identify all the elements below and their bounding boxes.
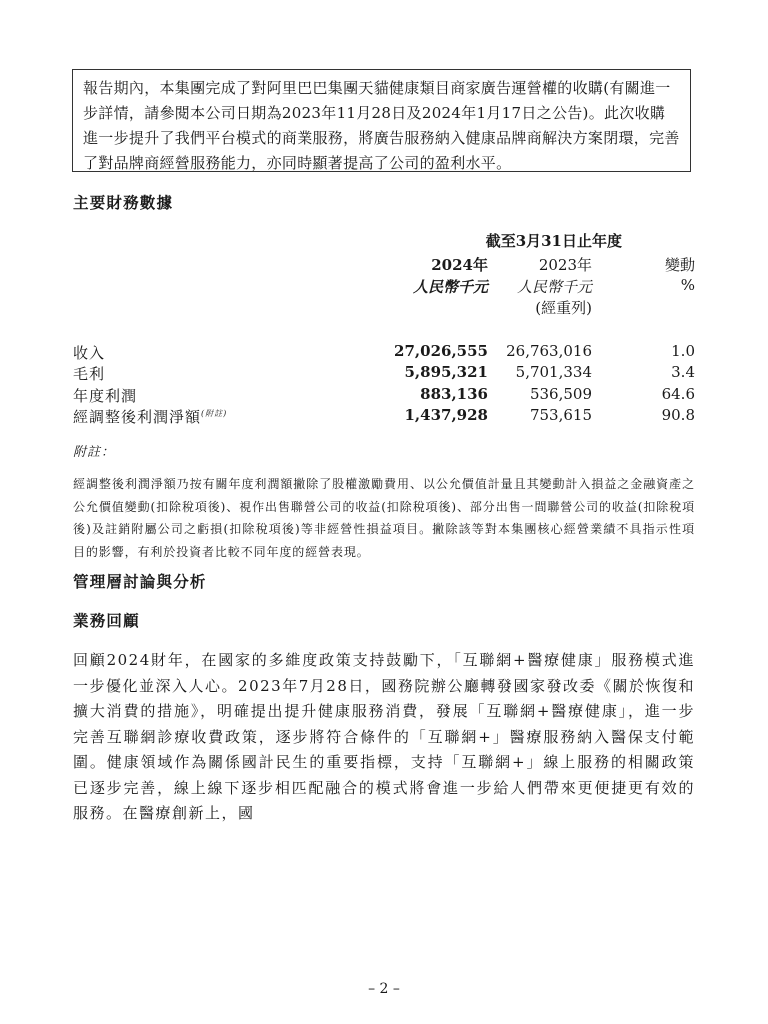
- acquisition-summary-text: 報告期內，本集團完成了對阿里巴巴集團天貓健康類目商家廣告運營權的收購(有關進一步詳情，請參閱本公司日期為2023年11月28日及2024年1月17日之公告)。此次收購進一步提升了我們平台模式的商業服務，將廣告服務納入健康品牌商解決方案閉環，完善了對品牌商經營服務能力，亦同時顯著提高了公司的盈利水平。: [83, 79, 680, 172]
- unit-change: %: [680, 276, 695, 294]
- revenue-2023: 26,763,016: [506, 342, 592, 360]
- page-number: – 2 –: [368, 981, 400, 997]
- adjusted-net-profit-change: 90.8: [661, 406, 695, 424]
- financial-data-heading: 主要財務數據: [73, 193, 174, 212]
- annual-profit-2024: 883,136: [420, 385, 488, 403]
- annual-profit-2023: 536,509: [529, 385, 592, 403]
- note-label: 附註：: [73, 445, 116, 460]
- gross-profit-change: 3.4: [671, 363, 695, 381]
- gross-profit-2024: 5,895,321: [404, 363, 488, 381]
- business-review-paragraph: 回顧2024財年，在國家的多維度政策支持鼓勵下，「互聯網+醫療健康」服務模式進一步優化並深入人心。2023年7月28日，國務院辦公廳轉發國家發改委《關於恢復和擴大消費的措施》，明確提出提升健康服務消費，發展「互聯網+醫療健康」，進一步完善互聯網診療收費政策，逐步將符合條件的「互聯網+」醫療服務納入醫保支付範圍。健康領域作為關係國計民生的重要指標，支持「互聯網+」線上服務的相關政策已逐步完善，線上線下逐步相匹配融合的模式將會進一步給人們帶來更便捷更有效的服務。在醫療創新上，國: [73, 651, 695, 822]
- gross-profit-2023: 5,701,334: [515, 363, 592, 381]
- mgmt-discussion-heading: 管理層討論與分析: [73, 572, 207, 591]
- row-label-annual-profit: 年度利潤: [73, 387, 138, 405]
- unit-2023: 人民幣千元: [516, 278, 592, 296]
- restated-note: (經重列): [535, 299, 592, 317]
- row-label-revenue: 收入: [73, 344, 106, 362]
- business-review-heading: 業務回顧: [73, 611, 140, 630]
- adjusted-net-profit-2024: 1,437,928: [404, 406, 488, 424]
- row-label-adjusted-net-profit: [73, 406, 227, 427]
- period-header: 截至3月31日止年度: [485, 232, 622, 250]
- unit-2024: 人民幣千元: [412, 278, 488, 296]
- adjusted-net-profit-2023: 753,615: [529, 406, 592, 424]
- column-header-change: 變動: [664, 256, 695, 274]
- note-text: 經調整後利潤淨額乃按有關年度利潤額撇除了股權激勵費用、以公允價值計量且其變動計入損益之金融資產之公允價值變動(扣除稅項後)、視作出售聯營公司的收益(扣除稅項後)、部分出售一間聯營公司的收益(扣除稅項後)及註銷附屬公司之虧損(扣除稅項後)等非經營性損益項目。撇除該等對本集團核心經營業績不具指示性項目的影響，有利於投資者比較不同年度的經營表現。: [73, 477, 695, 559]
- footnote-mark: (附註): [201, 409, 228, 418]
- revenue-change: 1.0: [671, 342, 695, 360]
- row-label-gross-profit: 毛利: [73, 365, 106, 383]
- column-header-2023: 2023年: [538, 256, 592, 274]
- column-header-2024: 2024年: [431, 256, 488, 274]
- adjusted-net-profit-label: 經調整後利潤淨額: [73, 408, 202, 426]
- acquisition-summary-box: [72, 69, 691, 172]
- revenue-2024: 27,026,555: [394, 342, 488, 360]
- annual-profit-change: 64.6: [661, 385, 695, 403]
